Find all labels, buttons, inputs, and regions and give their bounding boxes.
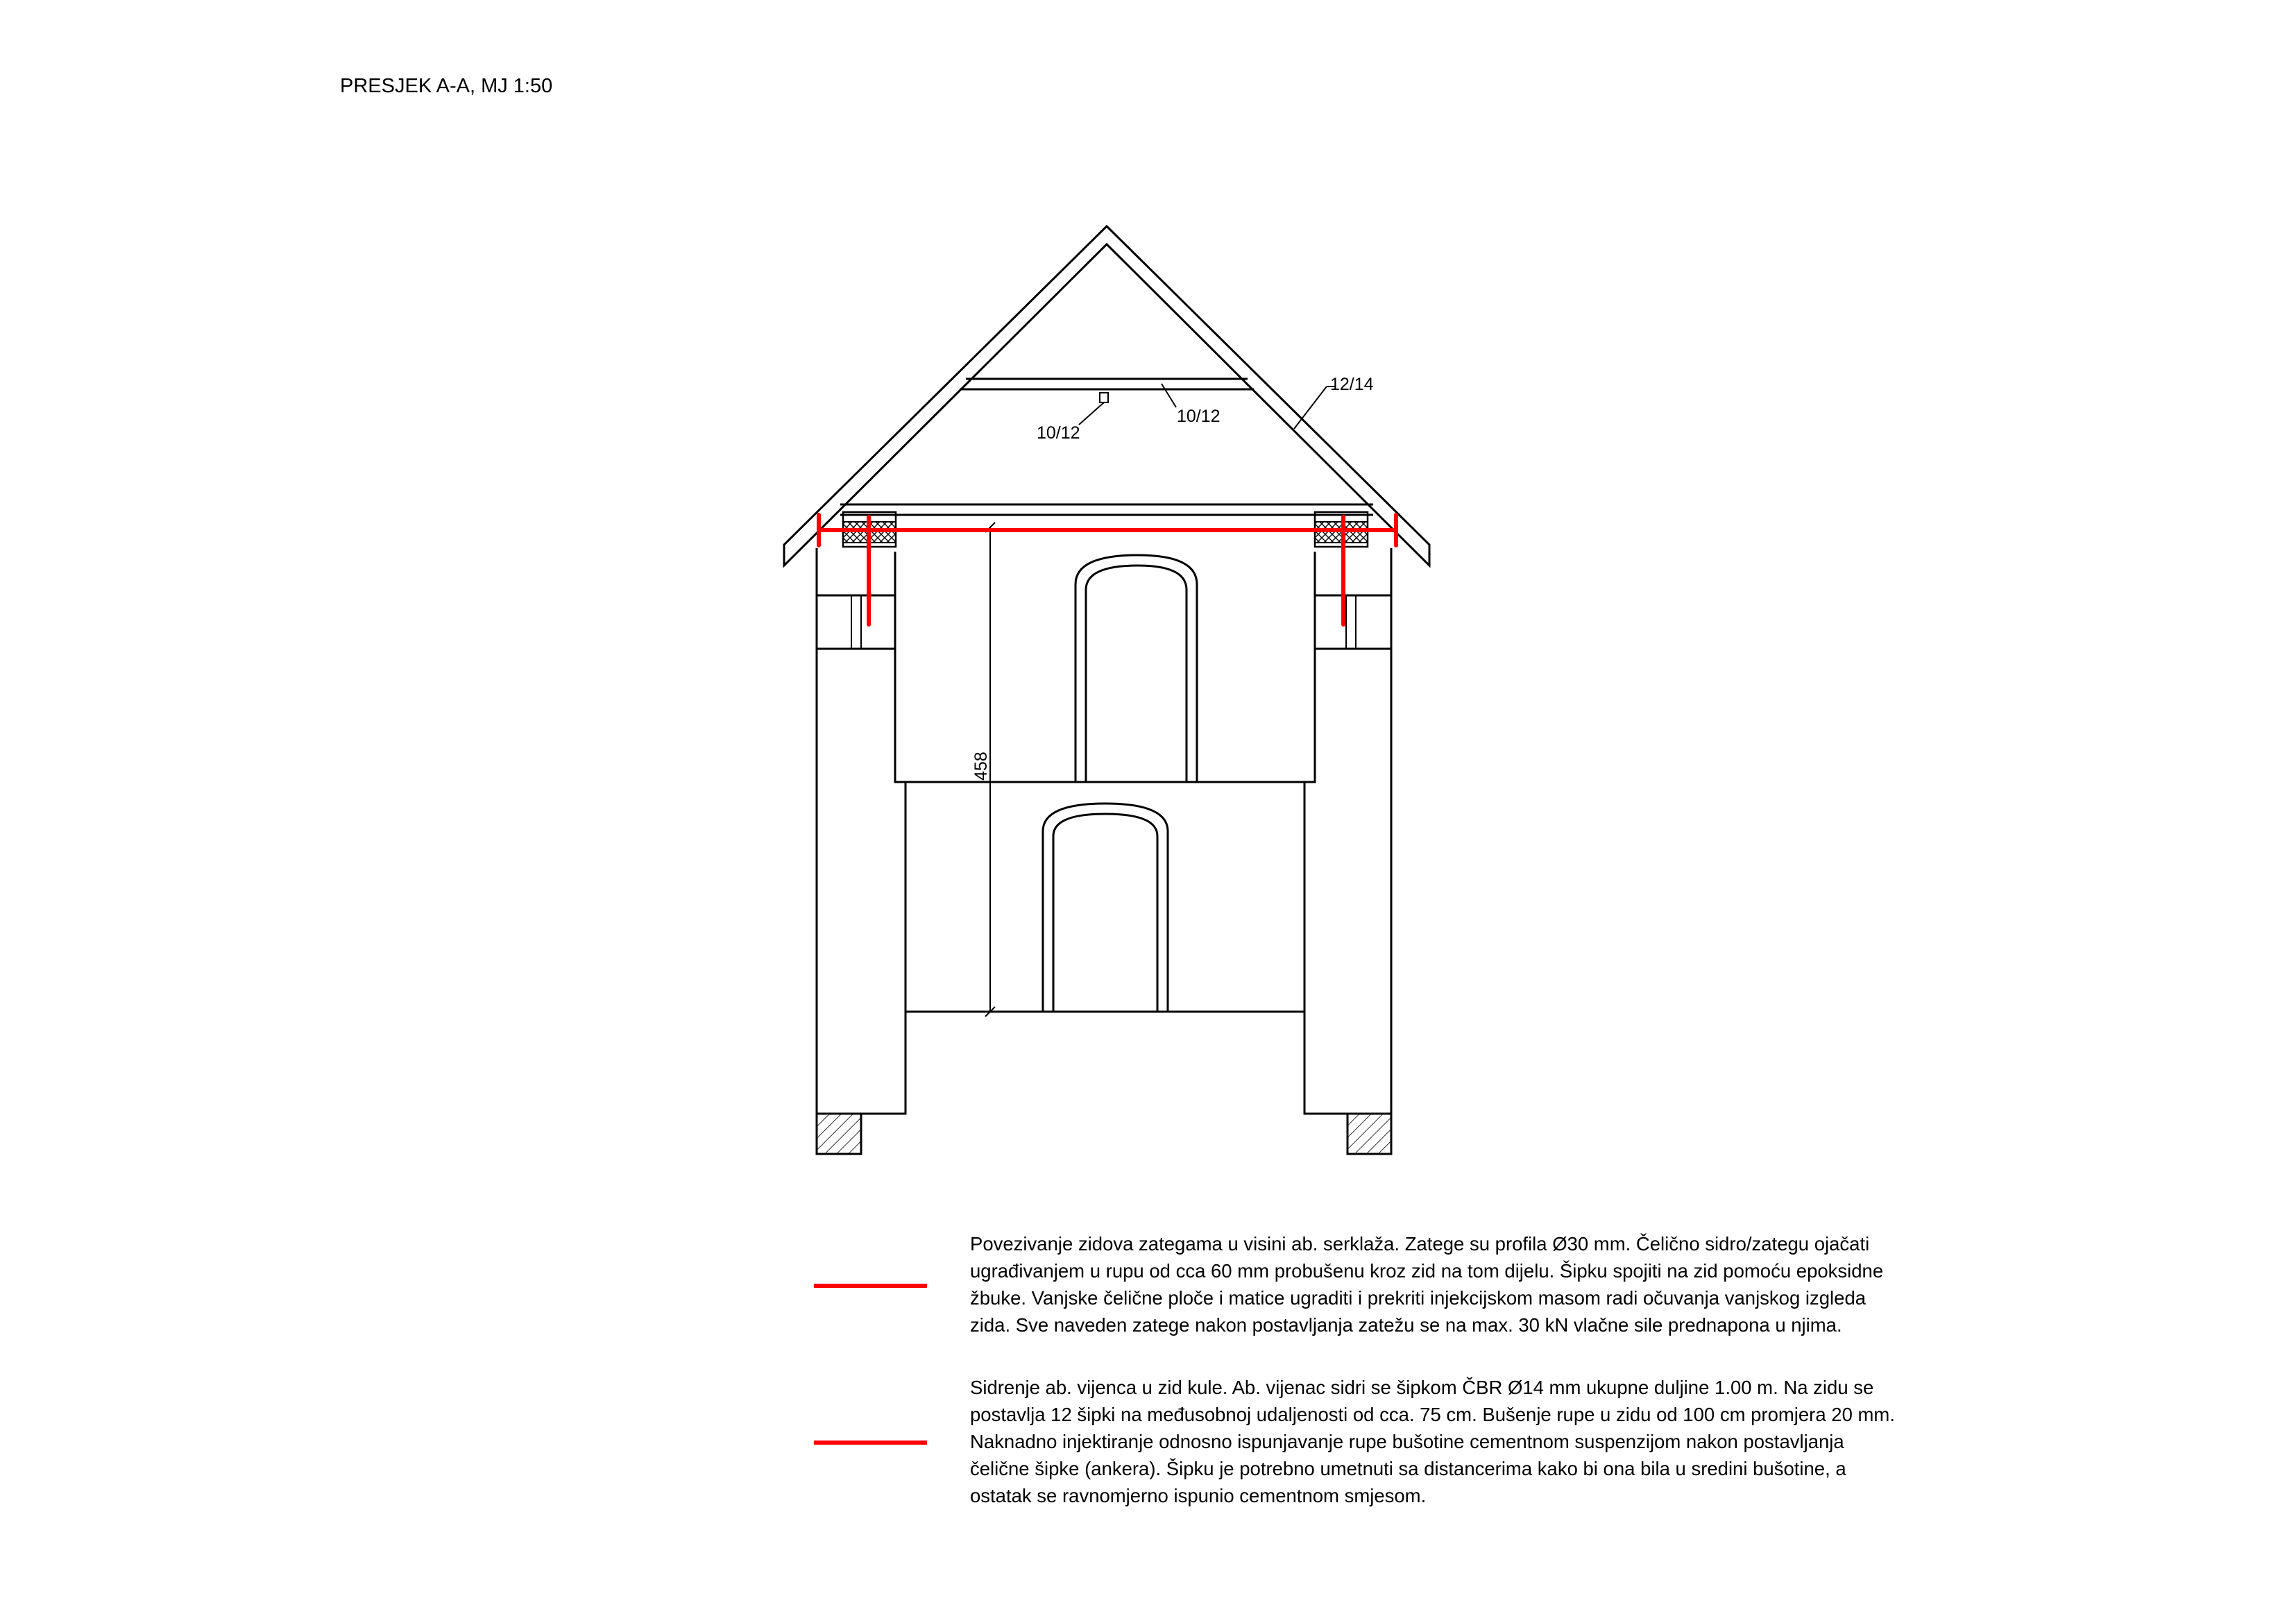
walls: [817, 512, 1391, 1154]
legend-anchor-text: Sidrenje ab. vijenca u zid kule. Ab. vijenac sidri se šipkom ČBR Ø14 mm ukupne duljine 1.00 m. Na zidu se postavlja 12 šipki na međusobnoj udaljenosti od cca. 75 cm. Bušenje rupe u zidu od 100 cm promjera 20 mm. Naknadno injektiranje odnosno ispunjavanje rupe bušotine cementnom suspenzijom nakon postavljanja čelične šipke (ankera). Šipku je potrebno umetnuti sa distancerima kako bi ona bila u sredini bušotine, a ostatak se ravnomjerno ispunio cementnom smjesom.: [970, 1377, 1895, 1506]
legend-tie-line: [814, 1284, 927, 1288]
right-wall-top: [1315, 548, 1391, 649]
rafter-leader: [1294, 386, 1327, 429]
legend-tie-text: Povezivanje zidova zategama u visini ab. serklaža. Zatege su profila Ø30 mm. Čelično sidro/zategu ojačati ugrađivanjem u rupu od cca 60 mm probušenu kroz zid na tom dijelu. Šipku spojiti na zid pomoću epoksidne žbuke. Vanjske čelične ploče i matice ugraditi i prekriti injekcijskom masom radi očuvanja vanjskog izgleda zida. Sve naveden zatege nakon postavljanja zatežu se na max. 30 kN vlačne sile prednapona u njima.: [970, 1233, 1884, 1336]
upper-arch-window-outer: [1075, 555, 1197, 782]
left-foundation: [817, 1114, 861, 1154]
drawing-title: PRESJEK A-A, MJ 1:50: [340, 75, 553, 97]
lower-arch-window-outer: [1043, 804, 1168, 1012]
roof: [784, 226, 1429, 566]
left-tower-wall: [817, 649, 905, 1114]
lower-arch-window-inner: [1053, 814, 1157, 1012]
right-foundation: [1347, 1114, 1391, 1154]
left-wall-top: [817, 548, 895, 649]
upper-arch-window-inner: [1086, 566, 1187, 782]
left-window-slot: [851, 595, 861, 649]
beam-leader-left: [1079, 402, 1104, 425]
beam-label-right: 10/12: [1177, 407, 1221, 426]
steel-ties: [819, 515, 1396, 624]
ridge-purlin: [1100, 393, 1108, 402]
right-window-slot: [1346, 595, 1356, 649]
right-tower-wall: [1304, 649, 1391, 1114]
beam-label-left: 10/12: [1037, 423, 1080, 443]
rafter-label: 12/14: [1330, 375, 1374, 394]
beam-leader-right: [1162, 384, 1176, 407]
legend-anchor-line: [814, 1441, 927, 1445]
height-dimension-label: 458: [971, 751, 991, 781]
